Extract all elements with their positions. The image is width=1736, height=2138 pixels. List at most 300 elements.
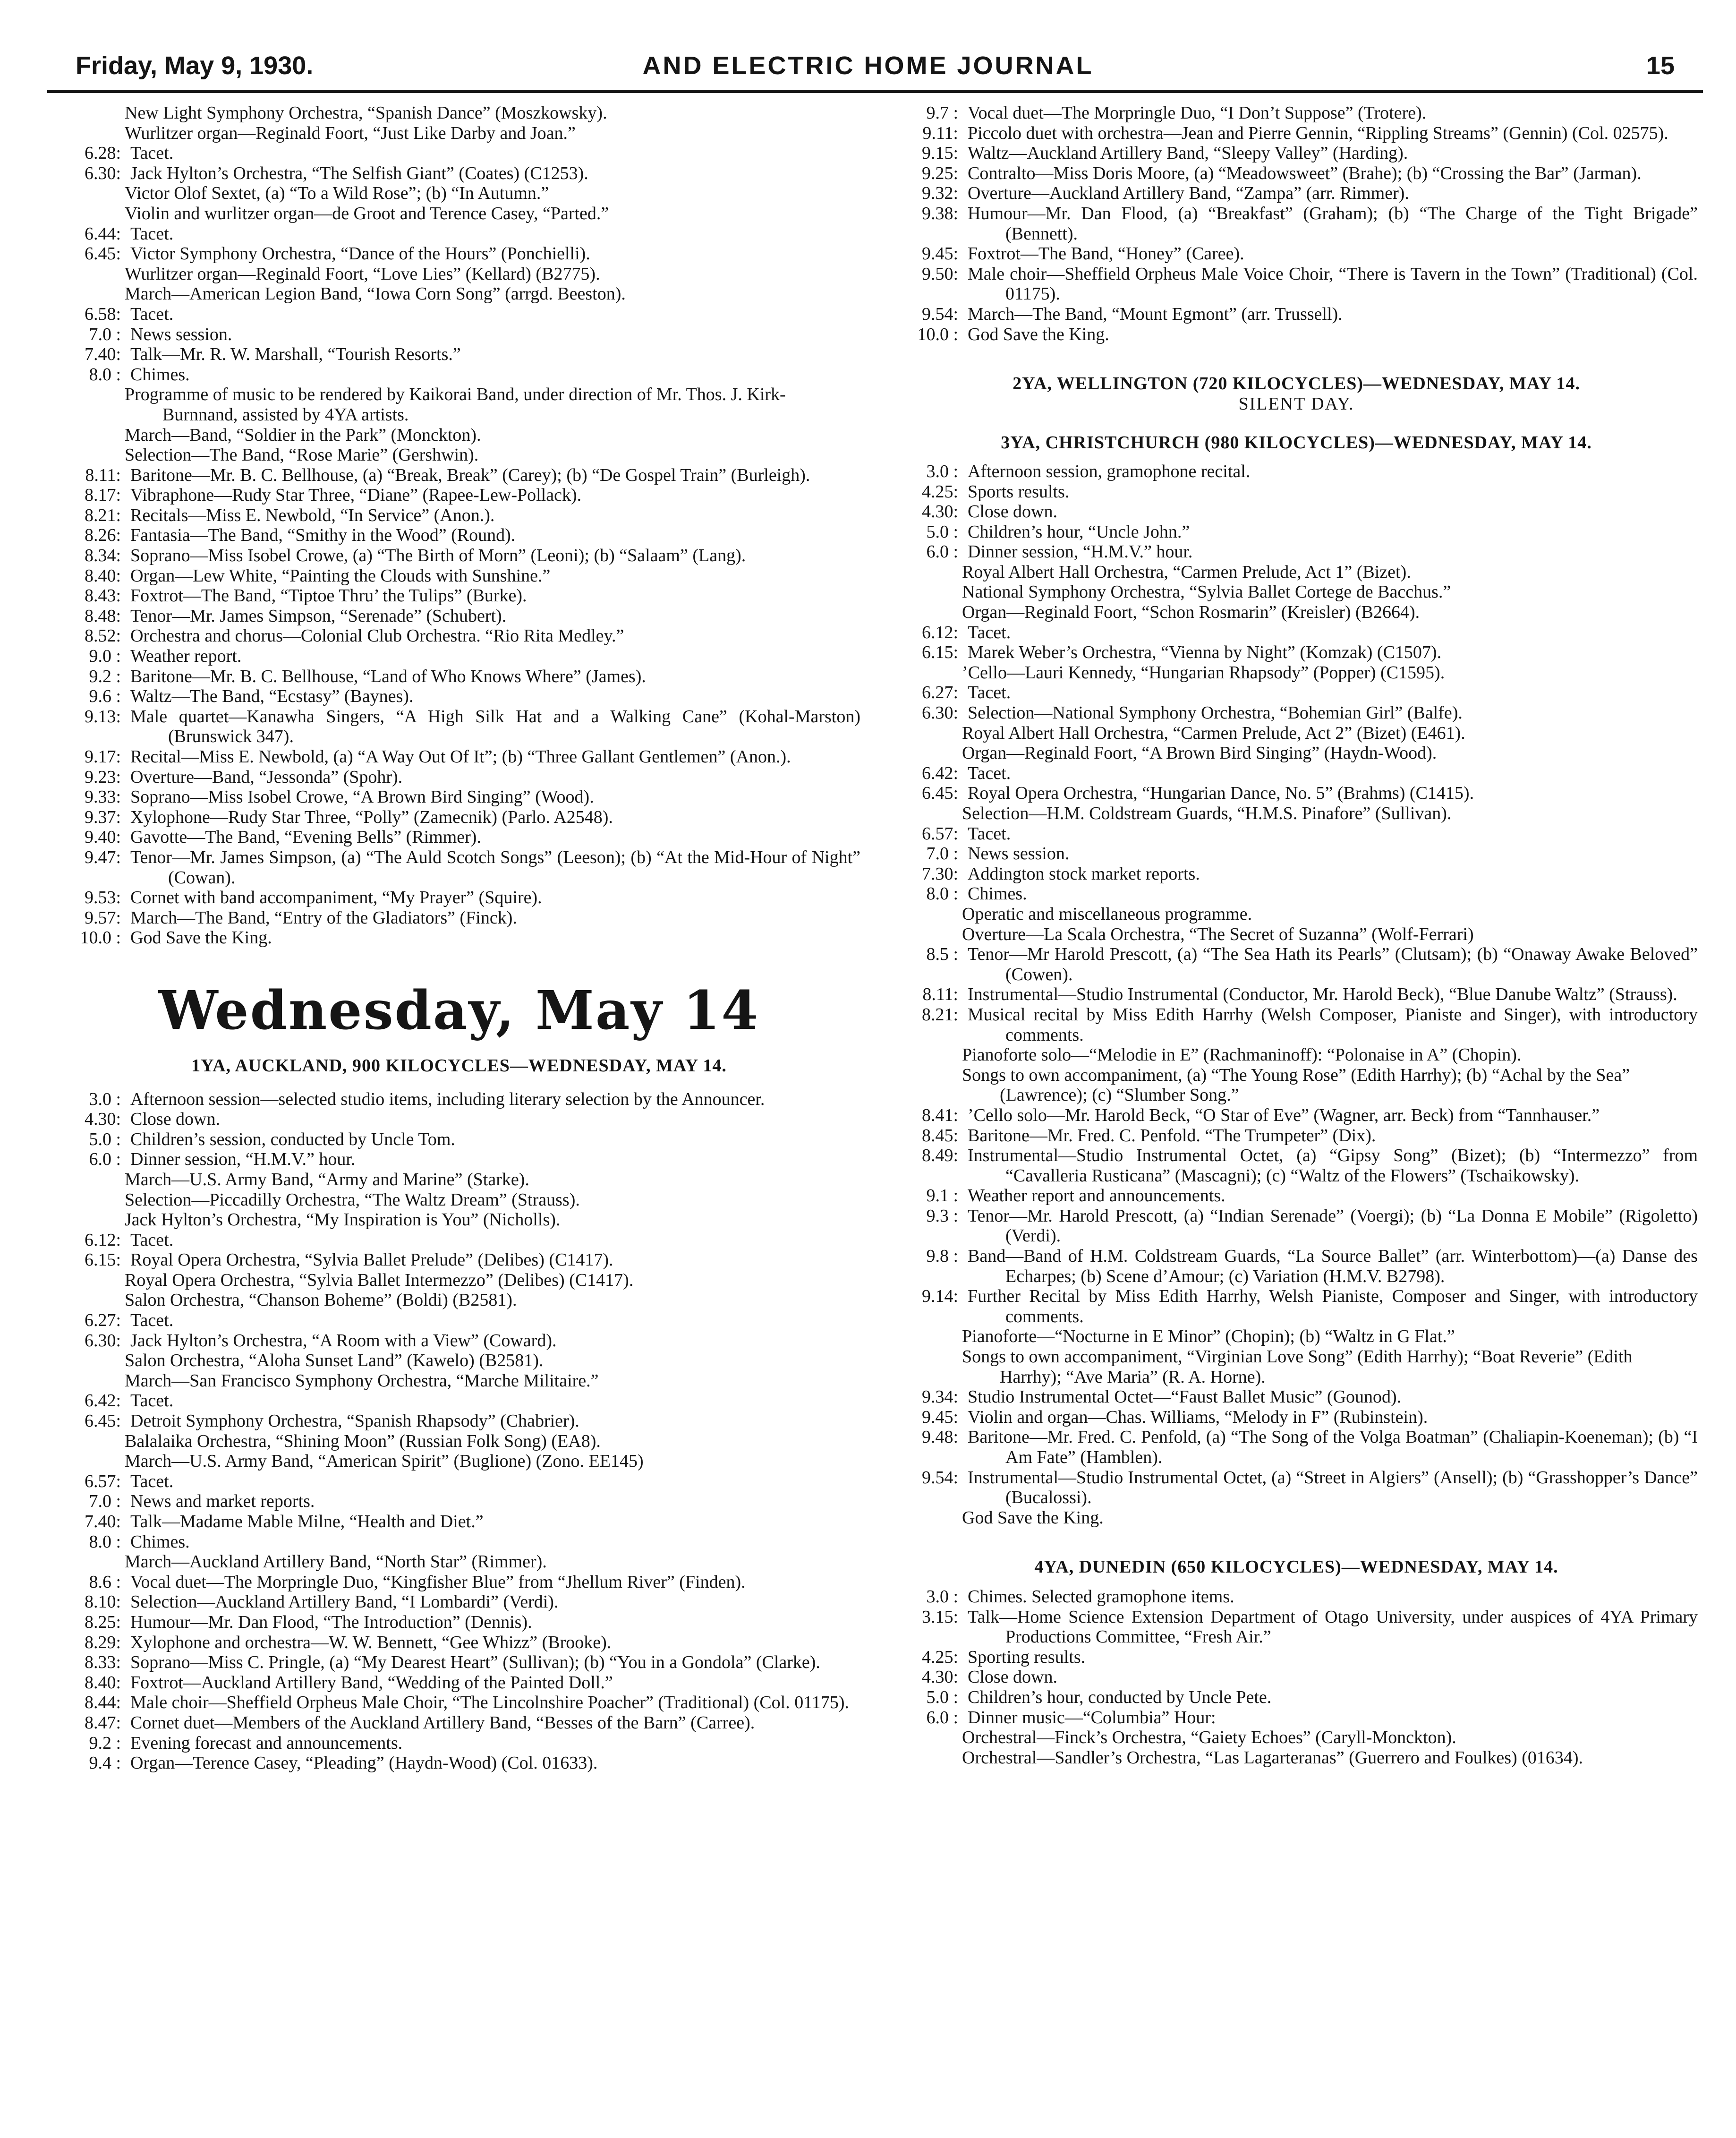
entry-text: God Save the King.: [968, 324, 1109, 344]
entry-text: Tacet.: [968, 763, 1011, 783]
entry-time: 8.33:: [84, 1652, 121, 1673]
entry-text: Talk—Madame Mable Milne, “Health and Diet.”: [130, 1512, 484, 1531]
entry-sub-item: Salon Orchestra, “Chanson Boheme” (Boldi) (B2581).: [125, 1290, 517, 1310]
entry-text: Tenor—Mr. James Simpson, (a) “The Auld Scotch Songs” (Leeson); (b) “At the Mid-Hour of Night” (Cowan).: [130, 847, 860, 888]
entry-time: 6.45:: [84, 244, 121, 264]
entry-sub-item: New Light Symphony Orchestra, “Spanish Dance” (Moszkowsky).: [125, 103, 607, 123]
entry-time: 7.0 :: [926, 844, 958, 864]
entry-sub-item: March—U.S. Army Band, “American Spirit” (Buglione) (Zono. EE145): [125, 1451, 644, 1471]
programme-entry: [895, 763, 1698, 784]
programme-entry: [895, 1005, 1698, 1105]
entry-text: Chimes.: [130, 1531, 190, 1552]
entry-text: Male choir—Sheffield Orpheus Male Choir, “The Lincolnshire Poacher” (Traditional) (Col. 01175).: [130, 1693, 849, 1713]
programme-entry: [58, 1733, 860, 1753]
programme-entry: [895, 844, 1698, 864]
entry-sub-item: Songs to own accompaniment, “Virginian Love Song” (Edith Harrhy); “Boat Reverie” (Edith Harrhy); “Ave Maria” (R. A. Horne).: [962, 1347, 1633, 1387]
programme-entry: [895, 783, 1698, 823]
entry-text: Baritone—Mr. Fred. C. Penfold, (a) “The Song of the Volga Boatman” (Chaliapin-Koeneman); (b) “I Am Fate” (Hamblen).: [968, 1427, 1698, 1467]
entry-time: 4.30:: [921, 502, 958, 522]
entry-time: 6.12:: [921, 622, 958, 642]
programme-entry: [895, 502, 1698, 522]
programme-entry: [895, 1427, 1698, 1467]
programme-entry: [58, 1109, 860, 1129]
programme-entry: [58, 546, 860, 566]
entry-text: Selection—National Symphony Orchestra, “Bohemian Girl” (Balfe).: [968, 703, 1463, 723]
entry-time: 8.40:: [84, 565, 121, 586]
entry-time: 6.15:: [921, 642, 958, 663]
entry-time: 7.40:: [84, 1512, 121, 1531]
entry-time: 7.0 :: [89, 324, 121, 344]
programme-entry: [58, 143, 860, 163]
entry-sub-item: March—U.S. Army Band, “Army and Marine” (Starke).: [125, 1169, 529, 1189]
programme-entry: [58, 928, 860, 948]
entry-time: 9.23:: [84, 767, 121, 787]
programme-entry: [58, 1693, 860, 1713]
entry-text: Vocal duet—The Morpringle Duo, “Kingfisher Blue” from “Jhellum River” (Finden).: [130, 1572, 746, 1592]
entry-time: 9.32:: [921, 183, 958, 204]
programme-entry: [58, 485, 860, 505]
programme-entry: [895, 944, 1698, 984]
programme-entry: [58, 365, 860, 465]
entry-text: Talk—Mr. R. W. Marshall, “Tourish Resorts.”: [130, 344, 461, 365]
entry-text: Weather report.: [130, 646, 242, 667]
entry-text: Tacet.: [130, 304, 174, 324]
programme-entry: [895, 1687, 1698, 1708]
page-header: [47, 51, 1689, 89]
entry-text: Fantasia—The Band, “Smithy in the Wood” (Round).: [130, 525, 516, 546]
entry-sub-item: Organ—Reginald Foort, “Schon Rosmarin” (Kreisler) (B2664).: [962, 602, 1420, 623]
entry-sub-item: Royal Opera Orchestra, “Sylvia Ballet Intermezzo” (Delibes) (C1417).: [125, 1270, 634, 1290]
programme-entry: [895, 1186, 1698, 1206]
entry-time: 9.38:: [921, 203, 958, 223]
entry-text: Baritone—Mr. B. C. Bellhouse, “Land of Who Knows Where” (James).: [130, 666, 646, 686]
entry-text: Xylophone—Rudy Star Three, “Polly” (Zamecnik) (Parlo. A2548).: [130, 807, 613, 827]
programme-entry: [58, 1250, 860, 1310]
entry-text: Musical recital by Miss Edith Harrhy (Welsh Composer, Pianiste and Singer), with introductory comments.: [968, 1004, 1698, 1045]
entry-text: March—The Band, “Entry of the Gladiators” (Finck).: [130, 907, 517, 928]
station-heading-wellington: 2YA, WELLINGTON (720 KILOCYCLES)—WEDNESDAY, MAY 14.: [1013, 374, 1580, 394]
entry-text: Violin and organ—Chas. Williams, “Melody in F” (Rubinstein).: [968, 1407, 1428, 1427]
entry-text: Close down.: [968, 1667, 1057, 1687]
entry-time: 8.41:: [921, 1105, 958, 1125]
programme-entry: [895, 462, 1698, 482]
entry-sub-item: March—San Francisco Symphony Orchestra, “Marche Militaire.”: [125, 1370, 599, 1391]
programme-entry: [895, 542, 1698, 622]
programme-entry: [58, 1331, 860, 1391]
programme-entry: [58, 224, 860, 244]
programme-entry: [58, 325, 860, 345]
entry-time: 6.0 :: [89, 1149, 121, 1170]
entry-time: 5.0 :: [926, 1687, 958, 1707]
entry-time: 6.27:: [921, 683, 958, 703]
entry-text: Detroit Symphony Orchestra, “Spanish Rhapsody” (Chabrier).: [130, 1411, 579, 1431]
programme-entry: [895, 264, 1698, 304]
entry-time: 8.29:: [84, 1632, 121, 1652]
entry-time: 6.58:: [84, 304, 121, 324]
programme-entry: [58, 847, 860, 888]
programme-entry: [58, 787, 860, 807]
entry-sub-item: Programme of music to be rendered by Kaikorai Band, under direction of Mr. Thos. J. Kirk-Burnnand, assisted by 4YA artists.: [125, 385, 786, 425]
programme-entry: [58, 1391, 860, 1411]
entry-time: 9.54:: [921, 304, 958, 324]
entry-sub-item: Organ—Reginald Foort, “A Brown Bird Singing” (Haydn-Wood).: [962, 743, 1437, 763]
entry-text: Jack Hylton’s Orchestra, “The Selfish Giant” (Coates) (C1253).: [130, 163, 588, 183]
entry-text: Victor Symphony Orchestra, “Dance of the Hours” (Ponchielli).: [130, 244, 590, 264]
entry-time: 8.0 :: [89, 364, 121, 385]
programme-entry: [58, 1572, 860, 1592]
programme-entry: [895, 123, 1698, 144]
programme-entry: [895, 1407, 1698, 1428]
entry-text: Vocal duet—The Morpringle Duo, “I Don’t Suppose” (Trotere).: [968, 103, 1427, 123]
entry-sub-item: Orchestral—Sandler’s Orchestra, “Las Lagarteranas” (Guerrero and Foulkes) (01634).: [962, 1747, 1583, 1768]
entry-time: 9.45:: [921, 244, 958, 264]
entry-sub-item: Violin and wurlitzer organ—de Groot and Terence Casey, “Parted.”: [125, 203, 609, 223]
entry-text: Organ—Lew White, “Painting the Clouds with Sunshine.”: [130, 565, 551, 586]
entry-text: Tacet.: [968, 823, 1011, 844]
programme-entry: [58, 1612, 860, 1633]
entry-text: Humour—Mr. Dan Flood, (a) “Breakfast” (Graham); (b) “The Charge of the Tight Brigade” (Bennett).: [968, 203, 1698, 244]
programme-entry: [58, 1230, 860, 1250]
entry-text: Dinner session, “H.M.V.” hour.: [968, 542, 1193, 562]
silent-day-note: SILENT DAY.: [1238, 393, 1354, 414]
entry-text: Further Recital by Miss Edith Harrhy, Welsh Pianiste, Composer and Singer, with introductory comments.: [968, 1286, 1698, 1326]
entry-text: Band—Band of H.M. Coldstream Guards, “La Source Ballet” (arr. Winterbottom)—(a) Danse des Echarpes; (b) Scene d’Amour; (c) Variation (H.M.V. B2798).: [968, 1246, 1698, 1286]
programme-entry: [895, 522, 1698, 542]
programme-list-continued: [58, 103, 860, 948]
entry-text: Recital—Miss E. Newbold, (a) “A Way Out Of It”; (b) “Three Gallant Gentlemen” (Anon.).: [130, 747, 791, 767]
station-heading-dunedin: 4YA, DUNEDIN (650 KILOCYCLES)—WEDNESDAY, MAY 14.: [1034, 1557, 1558, 1577]
programme-entry: [895, 642, 1698, 683]
entry-text: Waltz—The Band, “Ecstasy” (Baynes).: [130, 686, 414, 707]
entry-time: 9.40:: [84, 827, 121, 847]
entry-sub-item: Selection—Piccadilly Orchestra, “The Waltz Dream” (Strauss).: [125, 1189, 580, 1210]
entry-text: Male quartet—Kanawha Singers, “A High Silk Hat and a Walking Cane” (Kohal-Marston) (Brunswick 347).: [130, 706, 860, 747]
programme-entry: [895, 163, 1698, 184]
entry-time: 9.17:: [84, 747, 121, 767]
header-date: Friday, May 9, 1930.: [76, 51, 314, 80]
entry-text: Sporting results.: [968, 1647, 1086, 1667]
entry-text: Contralto—Miss Doris Moore, (a) “Meadowsweet” (Brahe); (b) “Crossing the Bar” (Jarman).: [968, 163, 1642, 183]
programme-entry: [58, 344, 860, 365]
entry-text: Dinner session, “H.M.V.” hour.: [130, 1149, 356, 1170]
entry-text: Organ—Terence Casey, “Pleading” (Haydn-Wood) (Col. 01633).: [130, 1753, 598, 1773]
programme-entry: [58, 505, 860, 526]
programme-entry: [895, 623, 1698, 643]
entry-time: 8.52:: [84, 626, 121, 646]
entry-sub-item: Pianoforte solo—“Melodie in E” (Rachmaninoff): “Polonaise in A” (Chopin).: [962, 1045, 1522, 1065]
entry-text: Piccolo duet with orchestra—Jean and Pierre Gennin, “Rippling Streams” (Gennin) (Col. 02575).: [968, 123, 1668, 143]
entry-time: 8.34:: [84, 546, 121, 566]
entry-sub-item: Balalaika Orchestra, “Shining Moon” (Russian Folk Song) (EA8).: [125, 1431, 601, 1451]
entry-time: 8.10:: [84, 1592, 121, 1612]
programme-entry: [895, 1468, 1698, 1528]
programme-entry: [895, 325, 1698, 345]
programme-entry: [58, 1652, 860, 1673]
programme-entry: [895, 1387, 1698, 1407]
entry-time: 9.50:: [921, 264, 958, 284]
programme-entry: [895, 884, 1698, 944]
entry-text: Tacet.: [130, 223, 174, 244]
programme-list-auckland-continued: [895, 103, 1698, 344]
entry-time: 9.25:: [921, 163, 958, 183]
programme-entry: [58, 767, 860, 787]
entry-sub-item: Wurlitzer organ—Reginald Foort, “Love Lies” (Kellard) (B2775).: [125, 264, 600, 284]
entry-text: Humour—Mr. Dan Flood, “The Introduction” (Dennis).: [130, 1612, 532, 1632]
programme-entry: [895, 703, 1698, 763]
entry-time: 3.0 :: [89, 1089, 121, 1109]
programme-entry: [895, 1587, 1698, 1607]
entry-text: Afternoon session—selected studio items, including literary selection by the Announcer.: [130, 1089, 765, 1109]
entry-text: Addington stock market reports.: [968, 864, 1200, 884]
right-column: [895, 103, 1698, 1768]
programme-list-christchurch: [895, 462, 1698, 1528]
entry-sub-item: Royal Albert Hall Orchestra, “Carmen Prelude, Act 2” (Bizet) (E461).: [962, 723, 1465, 743]
entry-time: 8.49:: [921, 1146, 958, 1166]
entry-text: Marek Weber’s Orchestra, “Vienna by Night” (Komzak) (C1507).: [968, 642, 1442, 663]
entry-text: Cornet duet—Members of the Auckland Artillery Band, “Besses of the Barn” (Carree).: [130, 1712, 755, 1733]
entry-time: 6.0 :: [926, 1707, 958, 1728]
entry-text: Waltz—Auckland Artillery Band, “Sleepy Valley” (Harding).: [968, 143, 1408, 163]
programme-entry: [58, 827, 860, 847]
entry-time: 9.34:: [921, 1387, 958, 1407]
programme-entry: [895, 103, 1698, 123]
entry-text: Chimes.: [968, 884, 1027, 904]
entry-time: 9.48:: [921, 1427, 958, 1447]
entry-time: 6.30:: [84, 163, 121, 183]
entry-text: Royal Opera Orchestra, “Sylvia Ballet Prelude” (Delibes) (C1417).: [130, 1250, 613, 1270]
entry-sub-item: ’Cello—Lauri Kennedy, “Hungarian Rhapsody” (Popper) (C1595).: [962, 662, 1445, 683]
entry-time: 8.47:: [84, 1712, 121, 1733]
programme-entry: [58, 103, 860, 143]
entry-text: Studio Instrumental Octet—“Faust Ballet Music” (Gounod).: [968, 1387, 1402, 1407]
entry-sub-item: Songs to own accompaniment, (a) “The Young Rose” (Edith Harrhy); (b) “Achal by the Sea” (Lawrence); (c) “Slumber Song.”: [962, 1065, 1630, 1105]
programme-entry: [895, 683, 1698, 703]
entry-sub-item: Orchestral—Finck’s Orchestra, “Gaiety Echoes” (Caryll-Monckton).: [962, 1728, 1456, 1748]
programme-entry: [895, 1667, 1698, 1687]
entry-sub-item: Jack Hylton’s Orchestra, “My Inspiration is You” (Nicholls).: [125, 1210, 561, 1230]
programme-entry: [58, 747, 860, 767]
programme-entry: [58, 525, 860, 546]
entry-time: 9.8 :: [926, 1246, 958, 1266]
entry-time: 6.42:: [921, 763, 958, 783]
entry-text: News session.: [968, 844, 1070, 864]
entry-sub-item: Pianoforte—“Nocturne in E Minor” (Chopin); (b) “Waltz in G Flat.”: [962, 1326, 1455, 1347]
entry-time: 6.12:: [84, 1230, 121, 1250]
entry-time: 8.40:: [84, 1672, 121, 1693]
programme-entry: [58, 626, 860, 646]
programme-entry: [895, 1647, 1698, 1668]
entry-time: 9.54:: [921, 1467, 958, 1488]
programme-list-auckland: [58, 1089, 860, 1773]
programme-entry: [58, 1633, 860, 1653]
entry-sub-item: God Save the King.: [962, 1507, 1104, 1528]
entry-text: Foxtrot—The Band, “Honey” (Caree).: [968, 244, 1244, 264]
entry-sub-item: Overture—La Scala Orchestra, “The Secret of Suzanna” (Wolf-Ferrari): [962, 924, 1474, 944]
entry-time: 3.15:: [921, 1607, 958, 1627]
programme-entry: [58, 1471, 860, 1492]
entry-sub-item: March—Auckland Artillery Band, “North Star” (Rimmer).: [125, 1552, 547, 1572]
programme-entry: [58, 1713, 860, 1733]
entry-text: Afternoon session, gramophone recital.: [968, 461, 1251, 481]
entry-time: 8.0 :: [926, 884, 958, 904]
programme-entry: [58, 1592, 860, 1612]
entry-text: Instrumental—Studio Instrumental Octet, (a) “Street in Algiers” (Ansell); (b) “Grasshopper’s Dance” (Bucalossi).: [968, 1467, 1698, 1508]
entry-time: 9.6 :: [89, 686, 121, 707]
entry-text: Foxtrot—Auckland Artillery Band, “Wedding of the Painted Doll.”: [130, 1672, 613, 1693]
programme-entry: [895, 1246, 1698, 1286]
entry-text: Dinner music—“Columbia” Hour:: [968, 1707, 1216, 1728]
programme-entry: [58, 1129, 860, 1150]
entry-text: Overture—Band, “Jessonda” (Spohr).: [130, 767, 403, 787]
station-heading-christchurch: 3YA, CHRISTCHURCH (980 KILOCYCLES)—WEDNESDAY, MAY 14.: [1001, 433, 1592, 453]
entry-text: Xylophone and orchestra—W. W. Bennett, “Gee Whizz” (Brooke).: [130, 1632, 612, 1652]
programme-entry: [58, 606, 860, 626]
entry-text: Talk—Home Science Extension Department of Otago University, under auspices of 4YA Primary Productions Committee, “Fresh Air.”: [968, 1607, 1698, 1647]
entry-time: 7.40:: [84, 344, 121, 365]
entry-time: 6.44:: [84, 223, 121, 244]
programme-entry: [58, 586, 860, 606]
programme-entry: [895, 143, 1698, 163]
entry-text: Tacet.: [130, 1471, 174, 1491]
entry-time: 7.0 :: [89, 1491, 121, 1512]
entry-time: 9.53:: [84, 888, 121, 908]
entry-time: 8.44:: [84, 1693, 121, 1713]
entry-text: Close down.: [968, 502, 1057, 522]
entry-text: Tenor—Mr. James Simpson, “Serenade” (Schubert).: [130, 606, 507, 626]
programme-entry: [58, 465, 860, 486]
programme-entry: [58, 686, 860, 707]
entry-text: Soprano—Miss C. Pringle, (a) “My Dearest Heart” (Sullivan); (b) “You in a Gondola” (Clarke).: [130, 1652, 820, 1673]
entry-text: Tenor—Mr. Harold Prescott, (a) “Indian Serenade” (Voergi); (b) “La Donna E Mobile” (Rigoletto) (Verdi).: [968, 1206, 1698, 1246]
entry-time: 6.27:: [84, 1310, 121, 1331]
entry-text: Tacet.: [968, 622, 1011, 642]
entry-time: 8.5 :: [926, 944, 958, 965]
entry-time: 8.0 :: [89, 1531, 121, 1552]
entry-sub-item: Selection—The Band, “Rose Marie” (Gershwin).: [125, 445, 479, 465]
programme-list-dunedin: [895, 1587, 1698, 1768]
entry-time: 6.57:: [84, 1471, 121, 1491]
entry-text: Weather report and announcements.: [968, 1186, 1225, 1206]
entry-time: 6.45:: [84, 1411, 121, 1431]
programme-entry: [58, 1149, 860, 1230]
station-heading-auckland: 1YA, AUCKLAND, 900 KILOCYCLES—WEDNESDAY, MAY 14.: [191, 1055, 727, 1076]
entry-time: 4.30:: [84, 1109, 121, 1129]
entry-time: 8.25:: [84, 1612, 121, 1632]
programme-entry: [58, 667, 860, 687]
programme-entry: [58, 1491, 860, 1512]
entry-text: March—The Band, “Mount Egmont” (arr. Trussell).: [968, 304, 1343, 324]
programme-entry: [895, 1206, 1698, 1246]
entry-text: Evening forecast and announcements.: [130, 1733, 403, 1753]
entry-time: 6.28:: [84, 143, 121, 163]
programme-entry: [58, 908, 860, 928]
entry-text: Overture—Auckland Artillery Band, “Zampa” (arr. Rimmer).: [968, 183, 1409, 204]
entry-time: 6.45:: [921, 783, 958, 804]
programme-entry: [58, 1753, 860, 1773]
entry-time: 5.0 :: [926, 522, 958, 542]
programme-entry: [58, 707, 860, 747]
entry-text: God Save the King.: [130, 928, 272, 948]
entry-time: 8.43:: [84, 586, 121, 606]
entry-text: Tenor—Mr Harold Prescott, (a) “The Sea Hath its Pearls” (Clutsam); (b) “Onaway Awake Beloved” (Cowen).: [968, 944, 1698, 984]
entry-time: 9.2 :: [89, 666, 121, 686]
entry-time: 4.25:: [921, 1647, 958, 1667]
entry-text: Cornet with band accompaniment, “My Prayer” (Squire).: [130, 888, 542, 908]
entry-time: 9.11:: [922, 123, 958, 143]
entry-time: 8.11:: [922, 984, 958, 1005]
entry-text: Tacet.: [130, 143, 174, 163]
programme-entry: [895, 1126, 1698, 1146]
programme-entry: [58, 566, 860, 586]
programme-entry: [895, 482, 1698, 502]
entry-time: 9.37:: [84, 807, 121, 827]
entry-time: 6.0 :: [926, 542, 958, 562]
header-rule: [47, 90, 1703, 93]
programme-entry: [58, 1532, 860, 1572]
entry-time: 9.0 :: [89, 646, 121, 667]
entry-sub-item: March—American Legion Band, “Iowa Corn Song” (arrgd. Beeston).: [125, 284, 626, 304]
entry-sub-item: Wurlitzer organ—Reginald Foort, “Just Like Darby and Joan.”: [125, 123, 576, 143]
entry-time: 9.13:: [84, 706, 121, 727]
entry-text: Orchestra and chorus—Colonial Club Orchestra. “Rio Rita Medley.”: [130, 626, 624, 646]
programme-entry: [895, 1607, 1698, 1647]
entry-time: 6.15:: [84, 1250, 121, 1270]
entry-time: 3.0 :: [926, 461, 958, 481]
programme-entry: [58, 244, 860, 304]
entry-time: 6.30:: [84, 1330, 121, 1351]
programme-entry: [895, 304, 1698, 325]
entry-time: 8.21:: [921, 1004, 958, 1025]
entry-time: 8.6 :: [89, 1572, 121, 1592]
entry-text: Jack Hylton’s Orchestra, “A Room with a View” (Coward).: [130, 1330, 557, 1351]
day-heading: Wednesday, May 14: [158, 979, 760, 1042]
entry-sub-item: Victor Olof Sextet, (a) “To a Wild Rose”; (b) “In Autumn.”: [125, 183, 549, 204]
programme-entry: [58, 304, 860, 325]
entry-text: Children’s hour, “Uncle John.”: [968, 522, 1190, 542]
entry-sub-item: Selection—H.M. Coldstream Guards, “H.M.S. Pinafore” (Sullivan).: [962, 804, 1452, 823]
programme-entry: [58, 1673, 860, 1693]
entry-text: News and market reports.: [130, 1491, 315, 1512]
programme-entry: [895, 1146, 1698, 1186]
entry-text: Chimes.: [130, 364, 190, 385]
entry-time: 8.48:: [84, 606, 121, 626]
entry-time: 9.47:: [84, 847, 121, 867]
entry-time: 9.3 :: [926, 1206, 958, 1226]
entry-text: Selection—Auckland Artillery Band, “I Lombardi” (Verdi).: [130, 1592, 559, 1612]
left-column: [58, 103, 860, 1773]
entry-text: Tacet.: [968, 683, 1011, 703]
programme-entry: [895, 984, 1698, 1005]
entry-text: Tacet.: [130, 1310, 174, 1331]
entry-sub-item: Operatic and miscellaneous programme.: [962, 904, 1252, 924]
programme-entry: [58, 888, 860, 908]
entry-time: 8.21:: [84, 505, 121, 525]
entry-text: Children’s session, conducted by Uncle Tom.: [130, 1129, 455, 1149]
entry-time: 9.4 :: [89, 1753, 121, 1773]
programme-entry: [58, 1512, 860, 1532]
entry-text: Soprano—Miss Isobel Crowe, “A Brown Bird Singing” (Wood).: [130, 787, 594, 807]
entry-time: 8.11:: [85, 465, 121, 485]
entry-text: ’Cello solo—Mr. Harold Beck, “O Star of Eve” (Wagner, arr. Beck) from “Tannhauser.”: [968, 1105, 1600, 1125]
header-page-number: 15: [1646, 51, 1675, 80]
programme-entry: [58, 163, 860, 224]
programme-entry: [895, 204, 1698, 244]
entry-time: 3.0 :: [926, 1586, 958, 1607]
programme-entry: [895, 1105, 1698, 1126]
programme-entry: [895, 824, 1698, 844]
entry-text: News session.: [130, 324, 232, 344]
entry-text: Recitals—Miss E. Newbold, “In Service” (Anon.).: [130, 505, 495, 525]
